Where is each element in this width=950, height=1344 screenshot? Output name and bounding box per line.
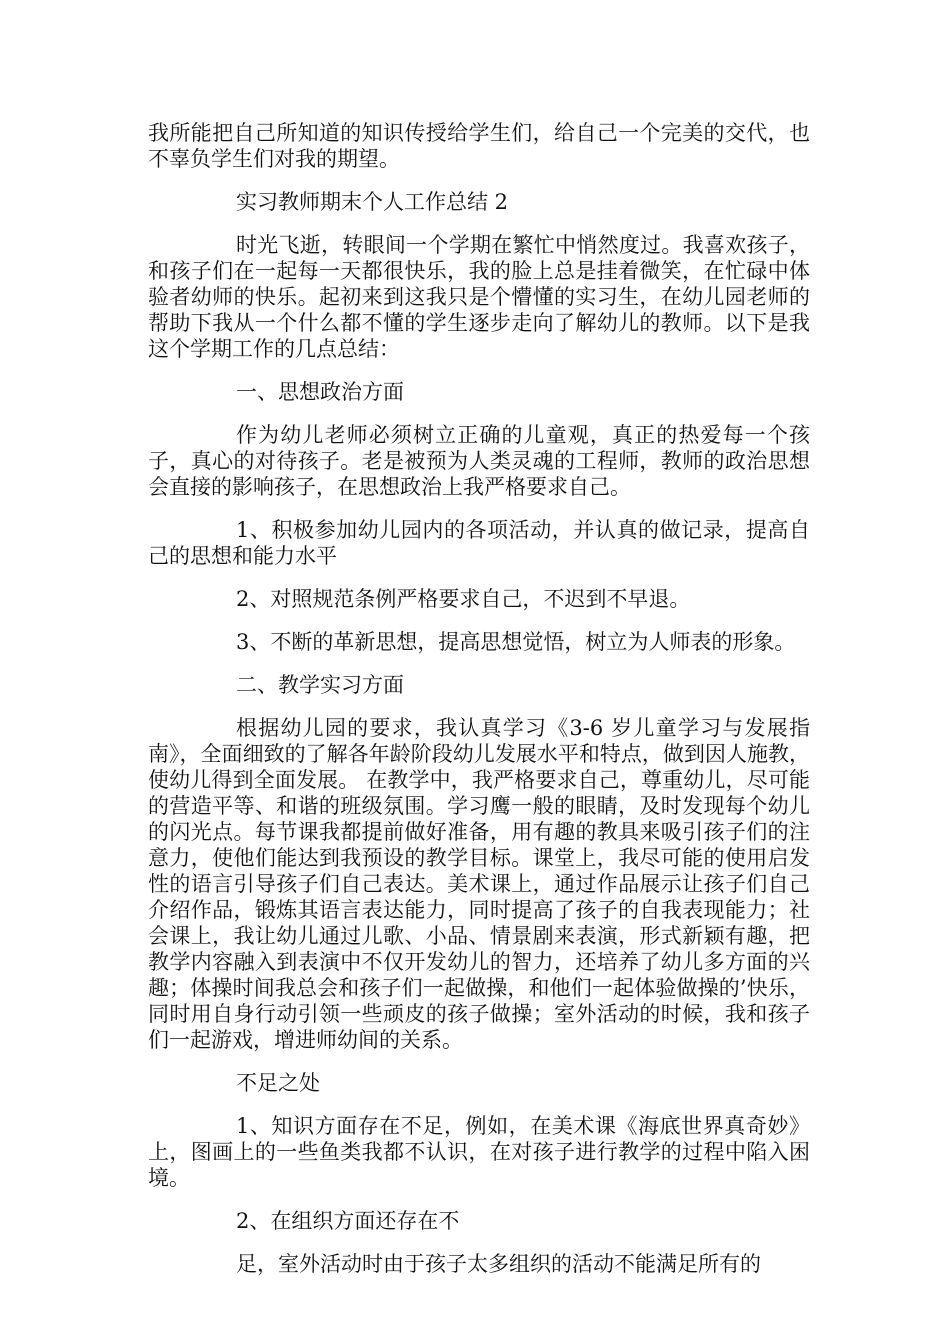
shortcoming-item-1: 1、知识方面存在不足，例如，在美术课《海底世界真奇妙》上，图画上的一些鱼类我都不认识，在对孩子进行教学的过程中陷入困境。 — [148, 1114, 810, 1190]
list-item-3: 3、不断的革新思想，提高思想觉悟，树立为人师表的形象。 — [236, 630, 796, 654]
paragraph-ideology: 作为幼儿老师必须树立正确的儿童观，真正的热爱每一个孩子，真心的对待孩子。老是被预为人类灵魂的工程师，教师的政治思想会直接的影响孩子，在思想政治上我严格要求自己。 — [148, 423, 810, 499]
list-item-1: 1、积极参加幼儿园内的各项活动，并认真的做记录，提高自己的思想和能力水平 — [148, 518, 810, 568]
paragraph-1: 我所能把自己所知道的知识传授给学生们，给自己一个完美的交代，也不辜负学生们对我的期望。 — [148, 121, 810, 171]
paragraph-continued: 足，室外活动时由于孩子太多组织的活动不能满足所有的 — [236, 1252, 761, 1276]
heading-teaching: 二、教学实习方面 — [236, 673, 404, 697]
document-section-title: 实习教师期末个人工作总结 2 — [236, 190, 509, 214]
heading-shortcomings: 不足之处 — [236, 1071, 320, 1095]
paragraph-intro: 时光飞逝，转眼间一个学期在繁忙中悄然度过。我喜欢孩子，和孩子们在一起每一天都很快乐，我的脸上总是挂着微笑，在忙碌中体验者幼师的快乐。起初来到这我只是个懵懂的实习生，在幼儿园老师的帮助下我从一个什么都不懂的学生逐步走向了解幼儿的教师。以下是我这个学期工作的几点总结： — [148, 233, 810, 361]
shortcoming-item-2: 2、在组织方面还存在不 — [236, 1209, 460, 1233]
list-item-2: 2、对照规范条例严格要求自己，不迟到不早退。 — [236, 587, 691, 611]
paragraph-teaching: 根据幼儿园的要求，我认真学习《3-6 岁儿童学习与发展指南》，全面细致的了解各年龄阶段幼儿发展水平和特点，做到因人施教，使幼儿得到全面发展。 在教学中，我严格要求自己，尊重幼儿，尽可能的营造平等、和谐的班级氛围。学习鹰一般的眼睛，及时发现每个幼儿的闪光点。每节课我都提前做好准备，用有趣的教具来吸引孩子们的注意力，使他们能达到我预设的教学目标。课堂上，我尽可能的使用启发性的语言引导孩子们自己表达。美术课上，通过作品展示让孩子们自己介绍作品，锻炼其语言表达能力，同时提高了孩子的自我表现能力；社会课上，我让幼儿通过儿歌、小品、情景剧来表演，形式新颖有趣，把教学内容融入到表演中不仅开发幼儿的智力，还培养了幼儿多方面的兴趣；体操时间我总会和孩子们一起做操，和他们一起体验做操的’快乐，同时用自身行动引领一些顽皮的孩子做操；室外活动的时候，我和孩子们一起游戏，增进师幼间的关系。 — [148, 716, 810, 1052]
heading-ideology: 一、思想政治方面 — [236, 380, 404, 404]
